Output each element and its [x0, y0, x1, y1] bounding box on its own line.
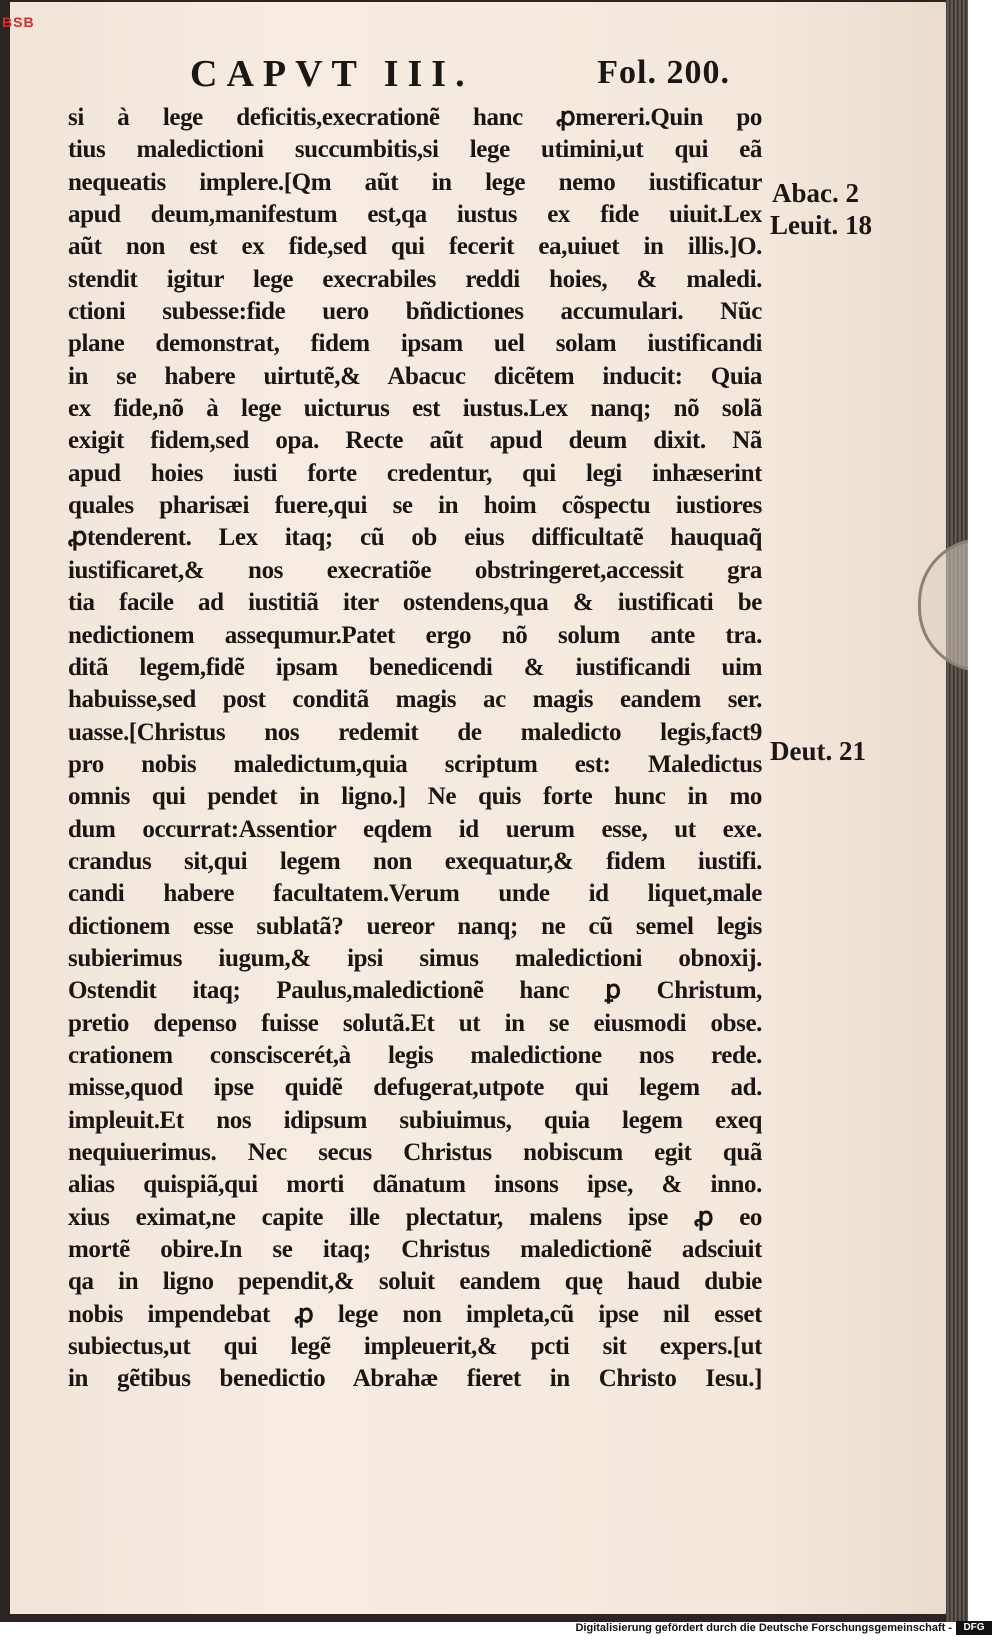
- text-line: subierimus iugum,& ipsi simus maledictioni obnoxij.: [68, 944, 762, 972]
- page-header: [190, 52, 730, 98]
- text-line: nobis impendebat ꝓ lege non impleta,cũ ipse nil esset: [68, 1300, 762, 1328]
- text-line: uasse.[Christus nos redemit de maledicto legis,fact9: [68, 718, 762, 746]
- text-line: stendit igitur lege execrabiles reddi hoies, & maledi.: [68, 265, 762, 293]
- text-line: tius maledictioni succumbitis,si lege utimini,ut qui eã: [68, 136, 762, 164]
- dfg-logo: DFG: [956, 1621, 992, 1635]
- text-line: dum occurrat:Assentior eqdem id uerum esse, ut exe.: [68, 815, 762, 843]
- text-line: xius eximat,ne capite ille plectatur, malens ipse ꝓ eo: [68, 1203, 762, 1231]
- text-line: omnis qui pendet in ligno.] Ne quis forte hunc in mo: [68, 783, 762, 811]
- text-line: in se habere uirtutẽ,& Abacuc dicẽtem inducit: Quia: [68, 362, 762, 390]
- text-line: qa in ligno pependit,& soluit eandem quę haud dubie: [68, 1268, 762, 1296]
- text-line: pretio depenso fuisse solutã.Et ut in se eiusmodi obse.: [68, 1009, 762, 1037]
- text-line: subiectus,ut qui legẽ impleuerit,& pcti sit expers.[ut: [68, 1333, 762, 1361]
- text-line: ditã legem,fidẽ ipsam benedicendi & iustificandi uim: [68, 653, 762, 681]
- text-line: ctioni subesse:fide uero bñdictiones accumulari. Nũc: [68, 298, 762, 326]
- text-line: impleuit.Et nos idipsum subiuimus, quia legem exeq: [68, 1106, 762, 1134]
- page-edges: [946, 0, 968, 1622]
- text-line: Ostendit itaq; Paulus,maledictionẽ hanc ꝑ Christum,: [68, 977, 762, 1005]
- text-line: aũt non est ex fide,sed qui fecerit ea,uiuet in illis.]O.: [68, 233, 762, 261]
- margin-note: Deut. 21: [770, 736, 866, 766]
- library-mark: BSB: [2, 14, 35, 30]
- text-line: nedictionem assequmur.Patet ergo nõ solum ante tra.: [68, 621, 762, 649]
- text-line: si à lege deficitis,execrationẽ hanc ꝓmereri.Quin po: [68, 104, 762, 131]
- text-line: mortẽ obire.In se itaq; Christus maledictionẽ adsciuit: [68, 1236, 762, 1264]
- text-line: quales pharisæi fuere,qui se in hoim cõspectu iustiores: [68, 492, 762, 520]
- text-line: alias quispiã,qui morti dãnatum insons ipse, & inno.: [68, 1171, 762, 1199]
- text-line: habuisse,sed post conditã magis ac magis eandem ser.: [68, 686, 762, 714]
- text-line: crationem consciscerét,à legis maledictione nos rede.: [68, 1041, 762, 1069]
- margin-note: Leuit. 18: [770, 210, 873, 240]
- text-line: candi habere facultatem.Verum unde id liquet,male: [68, 880, 762, 908]
- folio-number: Fol. 200.: [597, 54, 730, 91]
- text-line: misse,quod ipse quidẽ defugerat,utpote qui legem ad.: [68, 1074, 762, 1102]
- text-line: pro nobis maledictum,quia scriptum est: Maledictus: [68, 750, 762, 778]
- text-line: apud deum,manifestum est,qa iustus ex fide uiuit.Lex: [68, 201, 762, 229]
- text-line: crandus sit,qui legem non exequatur,& fidem iustifi.: [68, 847, 762, 875]
- text-line: iustificaret,& nos execratiõe obstringeret,accessit gra: [68, 556, 762, 584]
- running-title: CAPVT III.: [190, 53, 474, 95]
- text-line: nequiuerimus. Nec secus Christus nobiscum egit quã: [68, 1139, 762, 1166]
- text-line: exigit fidem,sed opa. Recte aũt apud deum dixit. Nã: [68, 427, 762, 455]
- text-line: tia facile ad iustitiã iter ostendens,qua & iustificati be: [68, 589, 762, 617]
- text-line: in gẽtibus benedictio Abrahæ fieret in Christo Iesu.]: [68, 1365, 762, 1393]
- margin-note: Abac. 2: [772, 178, 859, 208]
- body-text: [68, 102, 762, 1396]
- text-line: ꝓtenderent. Lex itaq; cũ ob eius difficultatẽ hauquaq̃: [68, 524, 762, 552]
- text-line: ex fide,nõ à lege uicturus est iustus.Lex nanq; nõ solã: [68, 395, 762, 423]
- text-line: dictionem esse sublatã? uereor nanq; ne cũ semel legis: [68, 912, 762, 940]
- text-line: plane demonstrat, fidem ipsam uel solam iustificandi: [68, 330, 762, 358]
- footer-credit: Digitalisierung gefördert durch die Deutsche Forschungsgemeinschaft -: [575, 1622, 952, 1634]
- text-line: nequeatis implere.[Qm aũt in lege nemo iustificatur: [68, 168, 762, 196]
- text-line: apud hoies iusti forte credentur, qui legi inhæserint: [68, 459, 762, 487]
